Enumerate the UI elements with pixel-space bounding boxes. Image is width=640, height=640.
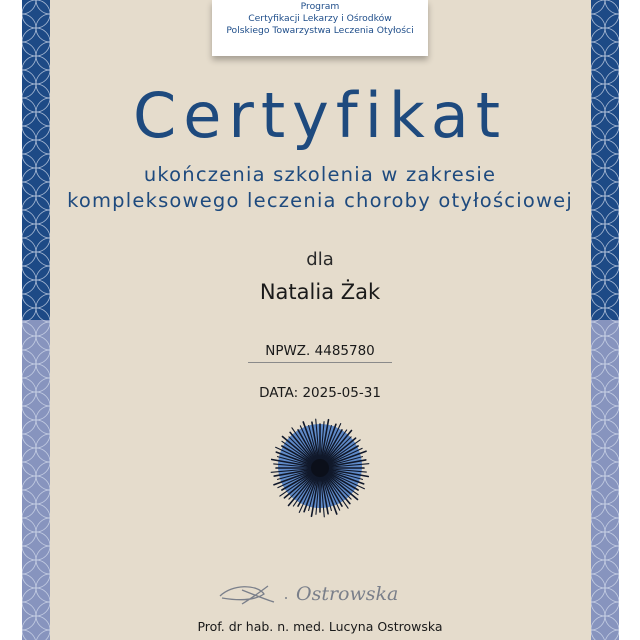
npwz-number: NPWZ. 4485780 [265,343,375,359]
certificate-title: Certyfikat [132,79,508,152]
npwz-underline [248,362,392,363]
program-header-box [212,0,428,56]
subtitle-line-2: kompleksowego leczenia choroby otyłościowej [67,189,573,212]
starburst-seal-icon [265,411,375,521]
header-line-certification: Certyfikacji Lekarzy i Ośrodków [248,13,392,24]
for-label: dla [306,249,334,270]
signer-name: Prof. dr hab. n. med. Lucyna Ostrowska [197,619,443,634]
certificate-subtitle [0,162,640,214]
signature-text: Ostrowska [296,583,399,605]
subtitle-line-1: ukończenia szkolenia w zakresie [143,163,497,186]
header-line-program: Program [300,1,340,12]
recipient-name: Natalia Żak [259,280,381,304]
signature [212,570,412,610]
header-line-society: Polskiego Towarzystwa Leczenia Otyłości [226,25,414,36]
certificate-date: DATA: 2025-05-31 [259,385,381,401]
